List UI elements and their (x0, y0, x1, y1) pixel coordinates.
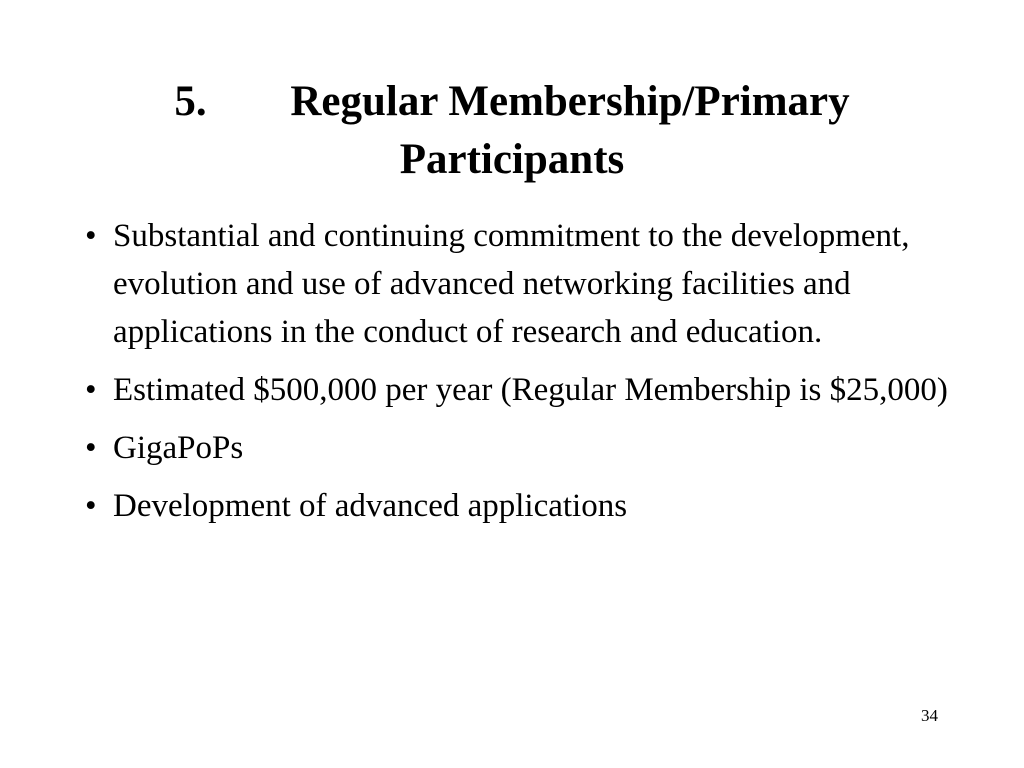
bullet-item (85, 366, 965, 414)
bullet-text: GigaPoPs (113, 430, 244, 466)
bullet-item (85, 482, 965, 530)
bullet-icon: • (85, 218, 97, 254)
bullet-item (85, 212, 965, 356)
bullet-item (85, 424, 965, 472)
slide-title (60, 73, 964, 189)
title-text-line-1: Regular Membership/Primary (290, 78, 850, 125)
title-line-1 (60, 73, 964, 131)
title-text-line-2: Participants (399, 136, 625, 183)
bullet-icon: • (85, 430, 97, 466)
bullet-list (85, 212, 965, 540)
bullet-text: Development of advanced applications (113, 488, 628, 524)
bullet-icon: • (85, 488, 97, 524)
bullet-text: Substantial and continuing commitment to the development, evolution and use of advanced networking facilities and applications in the conduct of research and education. (113, 218, 910, 350)
bullet-icon: • (85, 372, 97, 408)
page-number: 34 (921, 706, 938, 725)
bullet-text: Estimated $500,000 per year (Regular Membership is $25,000) (113, 372, 948, 408)
title-number: 5. (174, 78, 207, 125)
